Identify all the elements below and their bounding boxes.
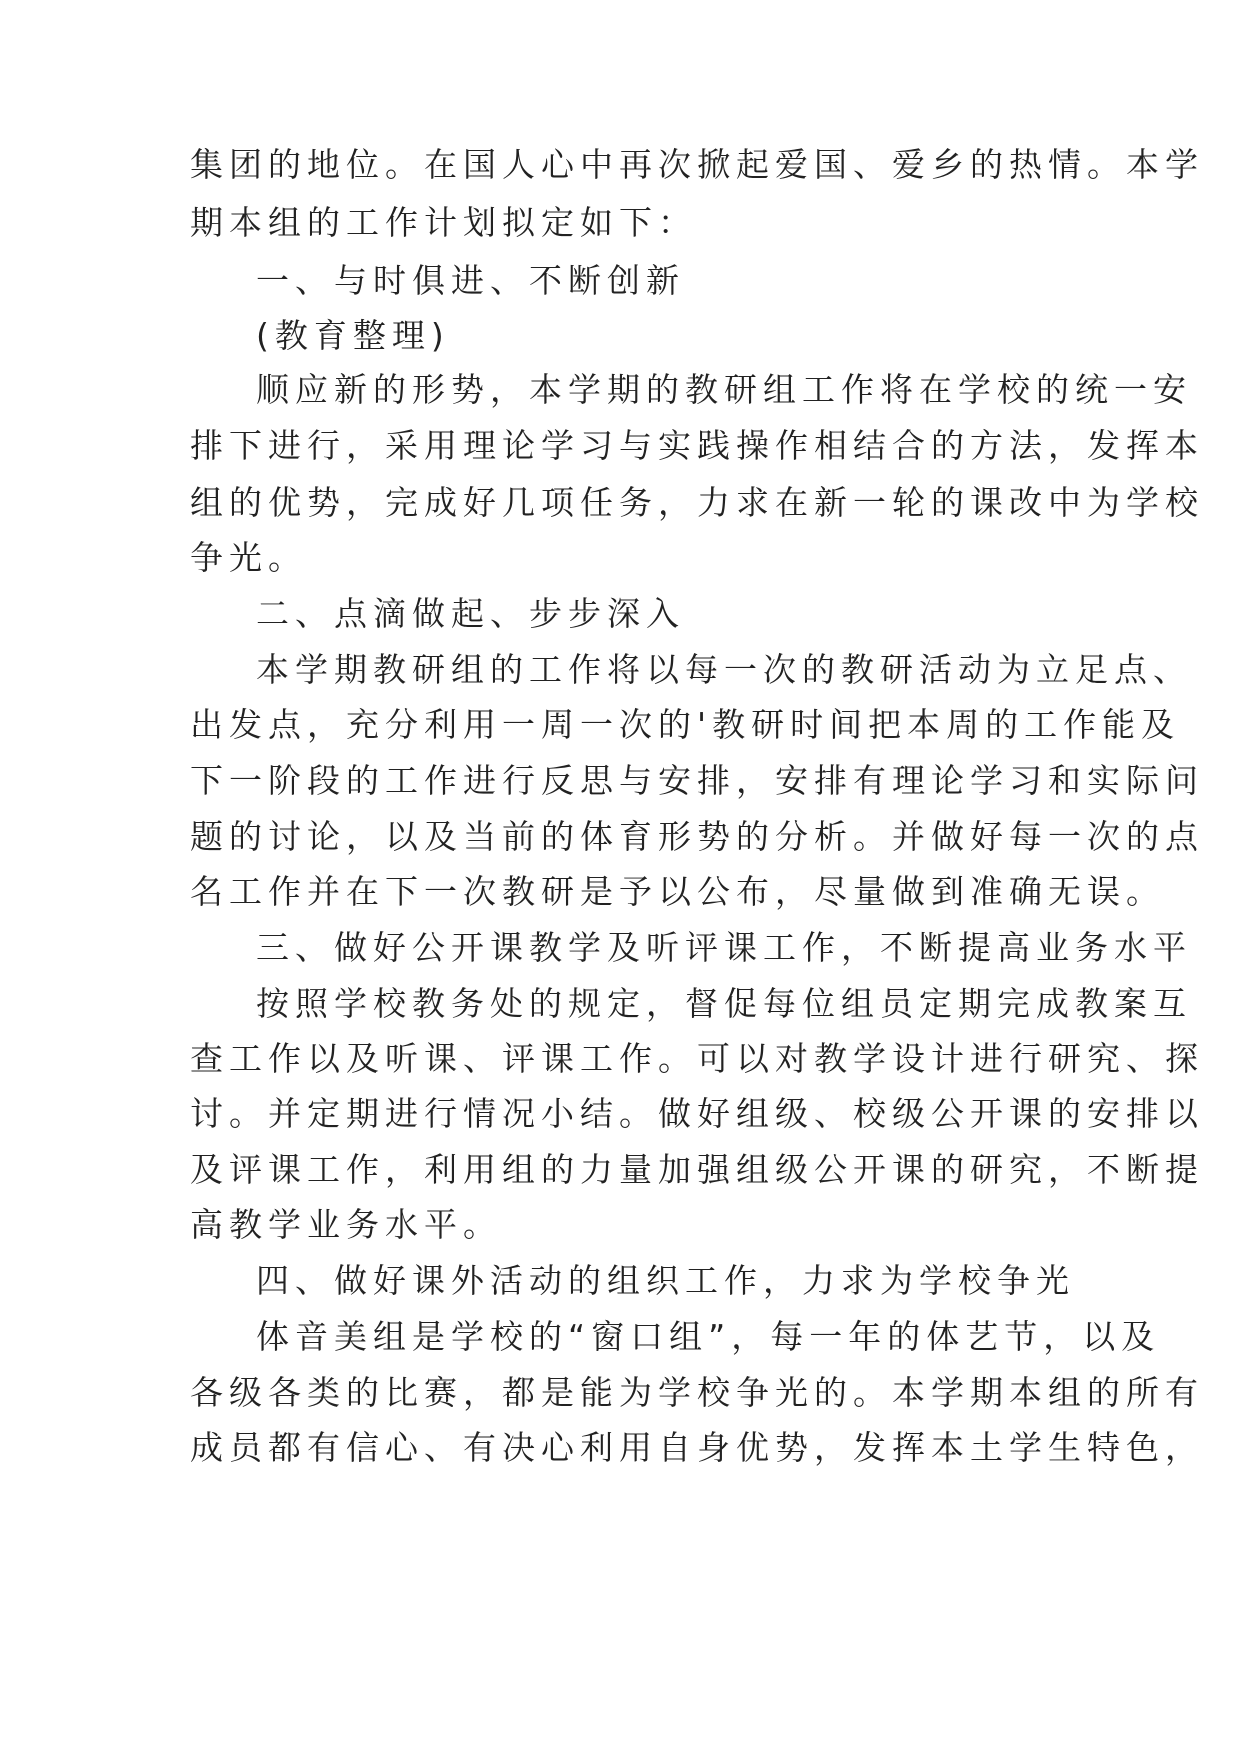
section-heading-3: 三、做好公开课教学及听评课工作，不断提高业务水平 (256, 928, 1192, 967)
paragraph-line: 名工作并在下一次教研是予以公布，尽量做到准确无误。 (190, 872, 1165, 911)
paragraph-line: 下一阶段的工作进行反思与安排，安排有理论学习和实际问 (190, 761, 1204, 800)
paragraph-line: 集团的地位。在国人心中再次掀起爱国、爱乡的热情。本学 (190, 145, 1204, 184)
paragraph-line: 高教学业务水平。 (190, 1205, 502, 1244)
section-note: (教育整理) (256, 316, 450, 355)
paragraph-line: 体音美组是学校的“窗口组”，每一年的体艺节，以及 (256, 1317, 1161, 1356)
section-heading-4: 四、做好课外活动的组织工作，力求为学校争光 (256, 1261, 1075, 1300)
paragraph-line: 争光。 (190, 538, 307, 577)
paragraph-line: 本学期教研组的工作将以每一次的教研活动为立足点、 (256, 650, 1192, 689)
paragraph-line: 查工作以及听课、评课工作。可以对教学设计进行研究、探 (190, 1039, 1204, 1078)
paragraph-line: 按照学校教务处的规定，督促每位组员定期完成教案互 (256, 984, 1192, 1023)
paragraph-line: 顺应新的形势，本学期的教研组工作将在学校的统一安 (256, 370, 1192, 409)
section-heading-2: 二、点滴做起、步步深入 (256, 594, 685, 633)
paragraph-line: 及评课工作，利用组的力量加强组级公开课的研究，不断提 (190, 1150, 1204, 1189)
paragraph-line: 题的讨论，以及当前的体育形势的分析。并做好每一次的点 (190, 817, 1204, 856)
section-heading-1: 一、与时俱进、不断创新 (256, 261, 685, 300)
paragraph-line: 排下进行，采用理论学习与实践操作相结合的方法，发挥本 (190, 426, 1204, 465)
paragraph-line: 期本组的工作计划拟定如下： (190, 203, 697, 242)
paragraph-line: 组的优势，完成好几项任务，力求在新一轮的课改中为学校 (190, 483, 1204, 522)
paragraph-line: 出发点，充分利用一周一次的'教研时间把本周的工作能及 (190, 705, 1181, 744)
paragraph-line: 各级各类的比赛，都是能为学校争光的。本学期本组的所有 (190, 1373, 1204, 1412)
paragraph-line: 讨。并定期进行情况小结。做好组级、校级公开课的安排以 (190, 1094, 1204, 1133)
paragraph-line: 成员都有信心、有决心利用自身优势，发挥本土学生特色， (190, 1428, 1204, 1467)
